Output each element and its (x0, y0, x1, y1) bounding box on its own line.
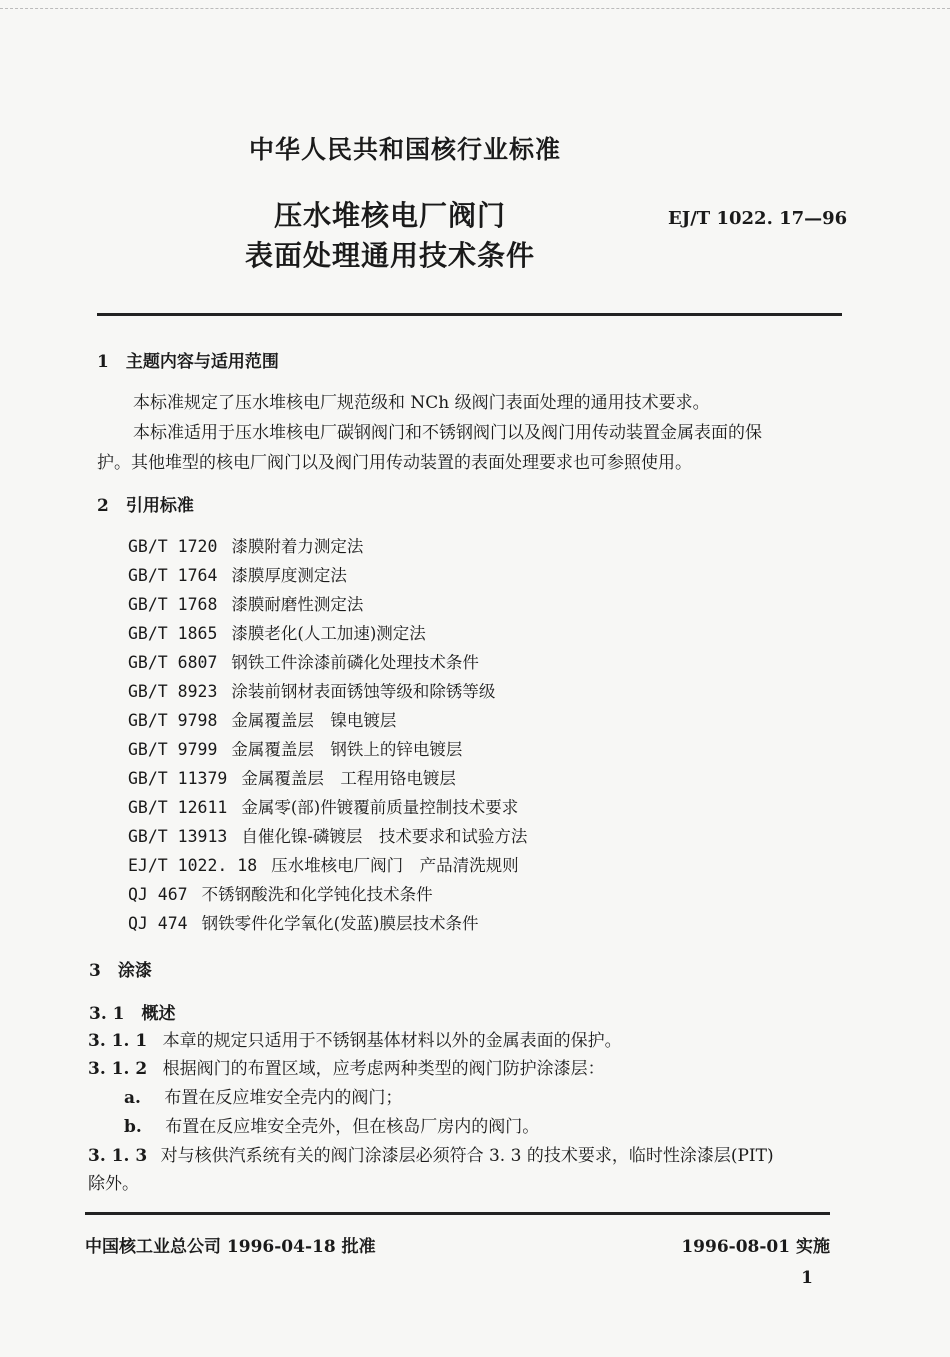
section-1-para-1: 本标准规定了压水堆核电厂规范级和 NCh 级阀门表面处理的通用技术要求。 (133, 393, 710, 413)
subsection-3-1-heading: 3. 1 概述 (89, 1004, 176, 1024)
reference-number: QJ 474 (128, 914, 188, 933)
reference-item (128, 909, 527, 938)
list-text: 布置在反应堆安全壳内的阀门； (164, 1088, 403, 1108)
section-1-para-2-line-1: 本标准适用于压水堆核电厂碳钢阀门和不锈钢阀门以及阀门用传动装置金属表面的保 (133, 423, 762, 443)
reference-name: 金属覆盖层 镍电镀层 (231, 711, 397, 730)
reference-name: 漆膜厚度测定法 (231, 566, 347, 585)
reference-number: EJ/T 1022. 18 (128, 856, 258, 875)
standard-organization: 中华人民共和国核行业标准 (248, 135, 561, 164)
document-title (180, 196, 600, 276)
reference-list (128, 532, 527, 938)
reference-name: 自催化镍-磷镀层 技术要求和试验方法 (241, 827, 528, 846)
reference-item (128, 851, 527, 880)
reference-name: 钢铁零件化学氧化(发蓝)膜层技术条件 (201, 914, 479, 933)
list-label: b. (124, 1117, 142, 1137)
reference-name: 金属覆盖层 工程用铬电镀层 (241, 769, 456, 788)
reference-number: GB/T 1865 (128, 624, 218, 643)
reference-number: GB/T 8923 (128, 682, 218, 701)
reference-name: 钢铁工件涂漆前磷化处理技术条件 (231, 653, 479, 672)
clause-3-1-1 (88, 1026, 622, 1056)
reference-item (128, 735, 527, 764)
list-text: 布置在反应堆安全壳外，但在核岛厂房内的阀门。 (165, 1117, 540, 1137)
reference-item (128, 648, 527, 677)
clause-3-1-3 (88, 1141, 774, 1171)
reference-item (128, 822, 527, 851)
clause-text: 本章的规定只适用于不锈钢基体材料以外的金属表面的保护。 (162, 1031, 622, 1051)
reference-number: GB/T 12611 (128, 798, 228, 817)
header-rule (97, 313, 842, 316)
reference-item (128, 706, 527, 735)
section-2-heading: 2 引用标准 (97, 496, 194, 516)
reference-number: GB/T 1764 (128, 566, 218, 585)
reference-name: 漆膜耐磨性测定法 (231, 595, 364, 614)
reference-name: 涂装前钢材表面锈蚀等级和除锈等级 (231, 682, 496, 701)
reference-name: 金属零(部)件镀覆前质量控制技术要求 (241, 798, 519, 817)
list-item-b (124, 1112, 539, 1142)
clause-number: 3. 1. 2 (88, 1059, 148, 1079)
reference-item (128, 619, 527, 648)
reference-name: 压水堆核电厂阀门 产品清洗规则 (271, 856, 519, 875)
scan-edge-line (0, 8, 950, 9)
page-number: 1 (801, 1268, 813, 1288)
title-line-1: 压水堆核电厂阀门 (273, 199, 506, 232)
clause-text: 根据阀门的布置区域，应考虑两种类型的阀门防护涂漆层： (162, 1059, 605, 1079)
reference-item (128, 590, 527, 619)
section-3-heading: 3 涂漆 (89, 961, 152, 981)
reference-item (128, 677, 527, 706)
standard-code: EJ/T 1022. 17—96 (668, 208, 848, 229)
clause-3-1-3-continued: 除外。 (88, 1174, 139, 1194)
reference-number: GB/T 1720 (128, 537, 218, 556)
reference-item (128, 793, 527, 822)
reference-number: GB/T 9798 (128, 711, 218, 730)
reference-number: GB/T 1768 (128, 595, 218, 614)
clause-number: 3. 1. 3 (88, 1146, 148, 1166)
reference-number: GB/T 6807 (128, 653, 218, 672)
clause-text: 对与核供汽系统有关的阀门涂漆层必须符合 3. 3 的技术要求，临时性涂漆层(PIT) (160, 1146, 774, 1166)
clause-3-1-2 (88, 1054, 605, 1084)
section-1-heading: 1 主题内容与适用范围 (97, 352, 279, 372)
reference-item (128, 532, 527, 561)
reference-number: GB/T 9799 (128, 740, 218, 759)
reference-name: 漆膜附着力测定法 (231, 537, 364, 556)
implementation-date: 1996-08-01 实施 (681, 1237, 830, 1257)
list-label: a. (124, 1088, 141, 1108)
list-item-a (124, 1083, 402, 1113)
reference-number: QJ 467 (128, 885, 188, 904)
reference-name: 金属覆盖层 钢铁上的锌电镀层 (231, 740, 463, 759)
title-line-2: 表面处理通用技术条件 (244, 239, 535, 272)
reference-item (128, 880, 527, 909)
reference-item (128, 764, 527, 793)
section-1-para-2-line-2: 护。其他堆型的核电厂阀门以及阀门用传动装置的表面处理要求也可参照使用。 (97, 453, 692, 473)
reference-name: 漆膜老化(人工加速)测定法 (231, 624, 426, 643)
footer-rule (85, 1212, 830, 1215)
approval-statement: 中国核工业总公司 1996-04-18 批准 (85, 1237, 376, 1257)
reference-number: GB/T 11379 (128, 769, 228, 788)
reference-item (128, 561, 527, 590)
reference-name: 不锈钢酸洗和化学钝化技术条件 (201, 885, 433, 904)
clause-number: 3. 1. 1 (88, 1031, 148, 1051)
reference-number: GB/T 13913 (128, 827, 228, 846)
